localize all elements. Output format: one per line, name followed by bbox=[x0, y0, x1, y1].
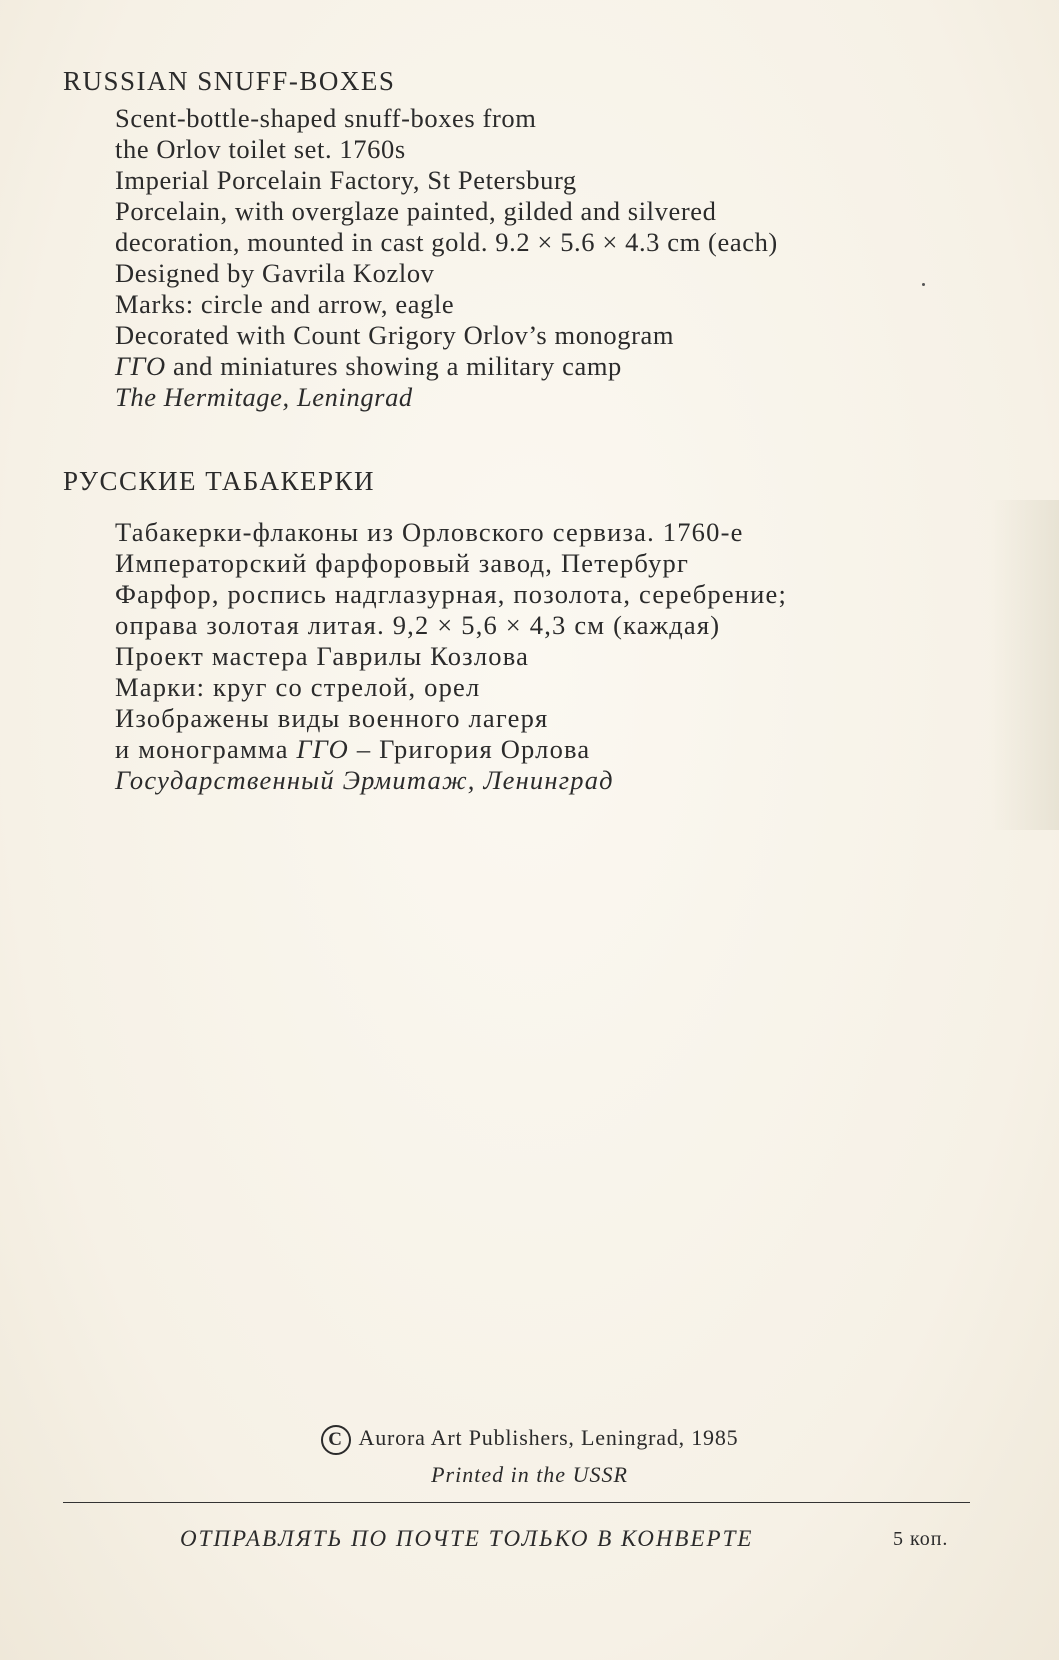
russian-location: Государственный Эрмитаж, Ленинград bbox=[115, 765, 614, 795]
english-line: Porcelain, with overglaze painted, gilded and silvered bbox=[115, 196, 717, 226]
russian-monogram-after: – Григория Орлова bbox=[349, 734, 591, 764]
russian-monogram-line bbox=[115, 734, 787, 765]
russian-heading: РУССКИЕ ТАБАКЕРКИ bbox=[63, 466, 376, 496]
divider bbox=[63, 1502, 970, 1503]
russian-line: Изображены виды военного лагеря bbox=[115, 703, 549, 733]
mailing-note: ОТПРАВЛЯТЬ ПО ПОЧТЕ ТОЛЬКО В КОНВЕРТЕ bbox=[180, 1526, 754, 1551]
english-heading: RUSSIAN SNUFF-BOXES bbox=[63, 66, 396, 96]
copyright-line bbox=[0, 1425, 1059, 1455]
english-line: Scent-bottle-shaped snuff-boxes from bbox=[115, 103, 537, 133]
english-line: decoration, mounted in cast gold. 9.2 × 5.6 × 4.3 cm (each) bbox=[115, 227, 778, 257]
english-line: Decorated with Count Grigory Orlov’s monogram bbox=[115, 320, 675, 350]
english-monogram: ГГО bbox=[115, 351, 166, 381]
russian-line: Императорский фарфоровый завод, Петербург bbox=[115, 548, 690, 578]
print-speck bbox=[922, 283, 925, 286]
paper-shadow bbox=[989, 500, 1059, 830]
russian-line: Табакерки-флаконы из Орловского сервиза. 1760-е bbox=[115, 517, 744, 547]
printed-in: Printed in the USSR bbox=[431, 1462, 628, 1487]
english-monogram-line bbox=[115, 351, 778, 382]
russian-line: Проект мастера Гаврилы Козлова bbox=[115, 641, 530, 671]
publisher-text: Aurora Art Publishers, Leningrad, 1985 bbox=[358, 1425, 739, 1451]
english-line: the Orlov toilet set. 1760s bbox=[115, 134, 406, 164]
russian-monogram: ГГО bbox=[296, 734, 350, 764]
russian-line: Марки: круг со стрелой, орел bbox=[115, 672, 481, 702]
russian-description bbox=[115, 517, 787, 796]
english-line: Designed by Gavrila Kozlov bbox=[115, 258, 435, 288]
russian-line: оправа золотая литая. 9,2 × 5,6 × 4,3 см (каждая) bbox=[115, 610, 721, 640]
copyright-icon: C bbox=[321, 1425, 351, 1455]
english-caption bbox=[63, 66, 778, 413]
english-line: Imperial Porcelain Factory, St Petersburg bbox=[115, 165, 577, 195]
english-description bbox=[115, 103, 778, 413]
russian-line: Фарфор, роспись надглазурная, позолота, серебрение; bbox=[115, 579, 788, 609]
english-location: The Hermitage, Leningrad bbox=[115, 382, 413, 412]
price-label: 5 коп. bbox=[893, 1528, 949, 1550]
russian-caption bbox=[63, 466, 787, 796]
russian-monogram-before: и монограмма bbox=[115, 734, 297, 764]
english-line: Marks: circle and arrow, eagle bbox=[115, 289, 455, 319]
english-monogram-rest: and miniatures showing a military camp bbox=[165, 351, 622, 381]
